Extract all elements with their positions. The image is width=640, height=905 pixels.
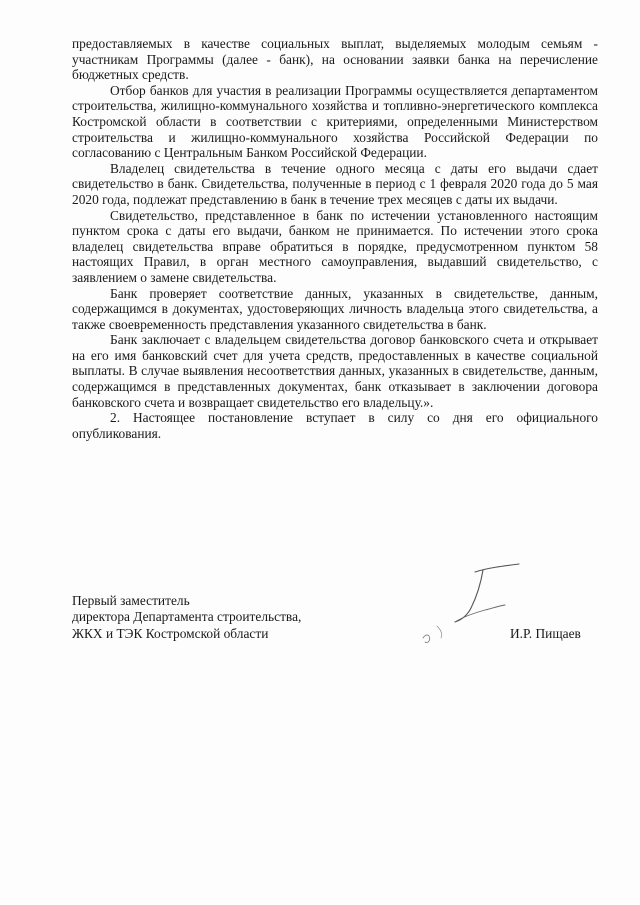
signatory-title-line: Первый заместитель (72, 593, 190, 608)
paragraph-continuation: предоставляемых в качестве социальных выплат, выделяемых молодым семьям - участникам Программы (далее - банк), на основании заявки банка на перечисление бюджетных средств. (72, 36, 598, 83)
paragraph-bank-selection: Отбор банков для участия в реализации Программы осуществляется департаментом строительства, жилищно-коммунального хозяйства и топливно-энергетического комплекса Костромской области в соответствии с критериями, определенными Министерством строительства и жилищно-коммунального хозяйства Российской Федерации по согласованию с Центральным Банком Российской Федерации. (72, 82, 598, 161)
signatory-title (72, 593, 301, 642)
paragraph-effective-date: 2. Настоящее постановление вступает в силу со дня его официального опубликования. (72, 410, 598, 441)
paragraph-late-submission: Свидетельство, представленное в банк по истечении установленного настоящим пунктом срока с даты его выдачи, банком не принимается. По истечении этого срока владелец свидетельства вправе обратиться в порядке, предусмотренном пунктом 58 настоящих Правил, в орган местного самоуправления, выдавший свидетельство, с заявлением о замене свидетельства. (72, 207, 598, 285)
paragraph-certificate-submission: Владелец свидетельства в течение одного месяца с даты его выдачи сдает свидетельство в банк. Свидетельства, полученные в период с 1 февраля 2020 года до 5 мая 2020 года, подлежат представлению в банк в течение трех месяцев с даты их выдачи. (72, 160, 598, 207)
signatory-title-line: директора Департамента строительства, (72, 609, 302, 625)
signatory-title-line: ЖКХ и ТЭК Костромской области (72, 625, 269, 641)
signatory-name: И.Р. Пищаев (510, 626, 581, 641)
paragraph-data-verification: Банк проверяет соответствие данных, указанных в свидетельстве, данным, содержащимся в документах, удостоверяющих личность владельца этого свидетельства, а также своевременность представления указанного свидетельства в банк. (72, 285, 598, 332)
document-body (72, 36, 598, 441)
paragraph-bank-account-agreement: Банк заключает с владельцем свидетельства договор банковского счета и открывает на его имя банковский счет для учета средств, предоставленных в качестве социальной выплаты. В случае выявления несоответствия данных, указанных в свидетельстве, данным, содержащимся в представленных документах, банк отказывает в заключении договора банковского счета и возвращает свидетельство его владельцу.». (72, 332, 598, 410)
